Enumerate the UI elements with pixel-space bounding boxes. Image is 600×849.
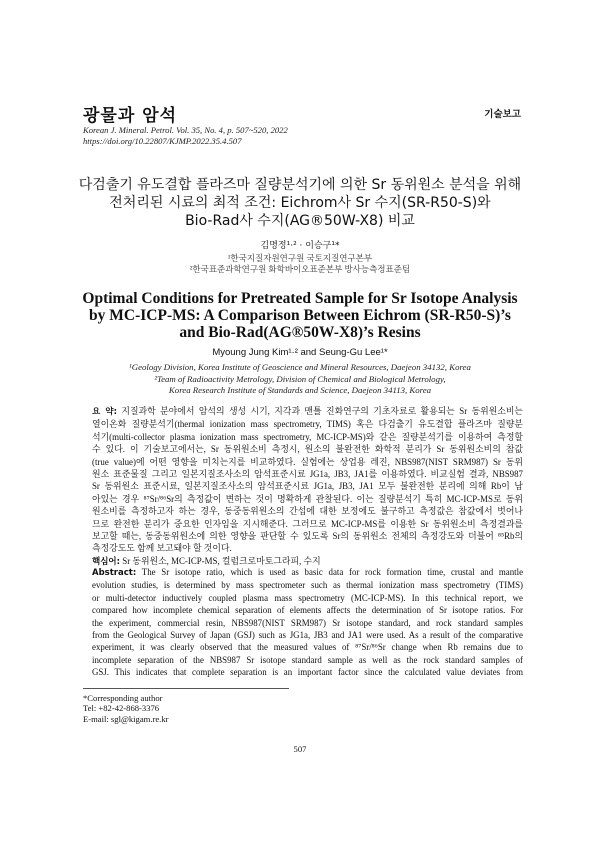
- abstract-line: incomplete separation of the NBS987 Sr isotope standard sample as well as the rock standard samples of: [92, 654, 523, 665]
- title-line: by MC-ICP-MS: A Comparison Between Eichrom (SR-R50-S)’s: [89, 307, 511, 324]
- korean-title: [0, 176, 600, 230]
- title-line: Bio-Rad사 수지(AG®50W-X8) 비교: [185, 213, 415, 229]
- korean-affiliations: [0, 253, 600, 275]
- footnote-line: *Corresponding author: [83, 693, 163, 703]
- abstract-line: 요 약: 지질과학 분야에서 암석의 생성 시기, 지각과 맨틀 진화연구의 기초자료로 활용되는 Sr 동위원소비는: [92, 406, 523, 417]
- english-title: [0, 290, 600, 341]
- abstract-line: Sr 동위원소 표준시료, 일본지질조사소의 암석표준시료 JG1a, JB3, JA1 모두 불완전한 분리에 의해 Rb이 남: [92, 481, 523, 492]
- affiliation: ¹한국지질자원연구원 국토지질연구본부: [227, 253, 373, 263]
- abstract-line: compared how incomplete chemical separation of elements affects the determination of Sr isotope ratios. For: [92, 605, 523, 616]
- citation: Korean J. Mineral. Petrol. Vol. 35, No. 4, p. 507~520, 2022: [83, 125, 288, 135]
- abstract-line: from the Geological Survey of Japan (GSJ) such as JG1a, JB3 and JA1 were used. As a result of the comparative: [92, 630, 523, 641]
- abstract-line: the experiment, commercial resin, NBS987(NIST SRM987) Sr isotope standard, and rock standard samples: [92, 617, 523, 628]
- abstract-line: evolution studies, is determined by mass spectrometer such as thermal ionization mass spectrometry (TIMS): [92, 580, 523, 591]
- title-line: Optimal Conditions for Pretreated Sample for Sr Isotope Analysis: [82, 290, 518, 307]
- english-affiliations: [0, 362, 600, 397]
- affiliation: ¹Geology Division, Korea Institute of Geoscience and Mineral Resources, Daejeon 34132, Korea: [129, 362, 471, 372]
- footnote-divider: [83, 688, 289, 689]
- citation-block: [83, 125, 288, 147]
- abstract-line: Abstract: The Sr isotope ratio, which is used as basic data for rock formation time, crustal and mantle: [92, 567, 523, 578]
- abstract-line: GSJ. This indicates that complete separation is an important factor since the calculated value deviates from: [92, 667, 523, 678]
- affiliation: ²한국표준과학연구원 화학바이오표준본부 방사능측정표준팀: [189, 264, 411, 274]
- article-type: 기술보고: [484, 109, 521, 120]
- abstract-line: 아있는 경우 ⁸⁷Sr/⁸⁶Sr의 측정값이 변하는 것이 명확하게 관찰된다. 이는 질량분석기 특히 MC-ICP-MS로 동위: [92, 493, 523, 504]
- abstract-line: 측정강도도 함께 보고돼야 할 것이다.: [92, 543, 232, 554]
- abstract-line: or multi-detector inductively coupled plasma mass spectrometry (MC-ICP-MS). In this technical report, we: [92, 592, 523, 603]
- abstract-line: 원소 표준물질 그리고 일본지질조사소의 암석표준시료 JG1a, JB3, JA1를 이용하였다. 비교실험 결과, NBS987: [92, 469, 523, 480]
- abstract-label: 요 약:: [92, 407, 117, 417]
- abstract-line: 므로 완전한 분리가 중요한 인자임을 지시해준다. 그러므로 MC-ICP-MS를 이용한 Sr 동위원소비 측정결과를: [92, 518, 523, 529]
- abstract-line: 열이온화 질량분석기(thermal ionization mass spectrometry, TIMS) 혹은 다검출기 유도결합 플라즈마 질량분: [92, 419, 523, 430]
- abstract-line: experiment, it was clearly observed that the measured values of ⁸⁷Sr/⁸⁶Sr change when Rb remains due to: [92, 642, 523, 653]
- korean-authors: 김명정¹·² · 이승구¹*: [260, 241, 340, 251]
- keywords-text: Sr 동위원소, MC-ICP-MS, 컬럼크로마토그라피, 수지: [122, 556, 321, 566]
- keywords-label: 핵심어:: [92, 557, 121, 567]
- korean-abstract: [92, 405, 523, 555]
- footnote-email[interactable]: E-mail: sgl@kigam.re.kr: [83, 713, 169, 724]
- doi-link[interactable]: https://doi.org/10.22807/KJMP.2022.35.4.507: [83, 136, 242, 146]
- footnote: [83, 693, 168, 724]
- english-abstract: [92, 566, 523, 679]
- page-number: 507: [293, 744, 307, 754]
- title-line: 다검출기 유도결합 플라즈마 질량분석기에 의한 Sr 동위원소 분석을 위해: [78, 177, 522, 193]
- abstract-line: 보고할 때는, 동중동위원소에 의한 영향을 판단할 수 있도록 Sr의 동위원소 전체의 측정강도와 더불어 ⁸⁵Rb의: [92, 531, 523, 542]
- title-line: 전처리된 시료의 최적 조건: Eichrom사 Sr 수지(SR-R50-S)와: [109, 195, 491, 211]
- abstract-label: Abstract:: [92, 568, 137, 578]
- footnote-line: Tel: +82-42-868-3376: [83, 703, 160, 714]
- english-authors: Myoung Jung Kim¹·² and Seung-Gu Lee¹*: [212, 347, 388, 358]
- affiliation: Korea Research Institute of Standards and Science, Daejeon 34113, Korea: [168, 385, 432, 396]
- abstract-line: 수 있다. 이 기술보고에서는, Sr 동위원소비 측정시, 원소의 불완전한 화학적 분리가 Sr 동위원소비의 참값: [92, 444, 523, 455]
- journal-name: 광물과 암석: [83, 106, 178, 126]
- title-line: and Bio-Rad(AG®50W-X8)’s Resins: [179, 324, 421, 341]
- abstract-line: 석기(multi-collector plasma ionization mass spectrometry, MC-ICP-MS)와 같은 질량분석기를 이용하여 측정할: [92, 431, 523, 442]
- abstract-line: 원소비를 측정하고자 하는 경우, 동중동위원소의 간섭에 대한 보정에도 불구하고 측정값은 참값에서 벗어나: [92, 506, 523, 517]
- abstract-line: (true value)에 어떤 영향을 미치는지를 비교하였다. 실험에는 상업용 레진, NBS987(NIST SRM987) Sr 동위: [92, 456, 523, 467]
- affiliation: ²Team of Radioactivity Metrology, Division of Chemical and Biological Metrology,: [154, 373, 446, 384]
